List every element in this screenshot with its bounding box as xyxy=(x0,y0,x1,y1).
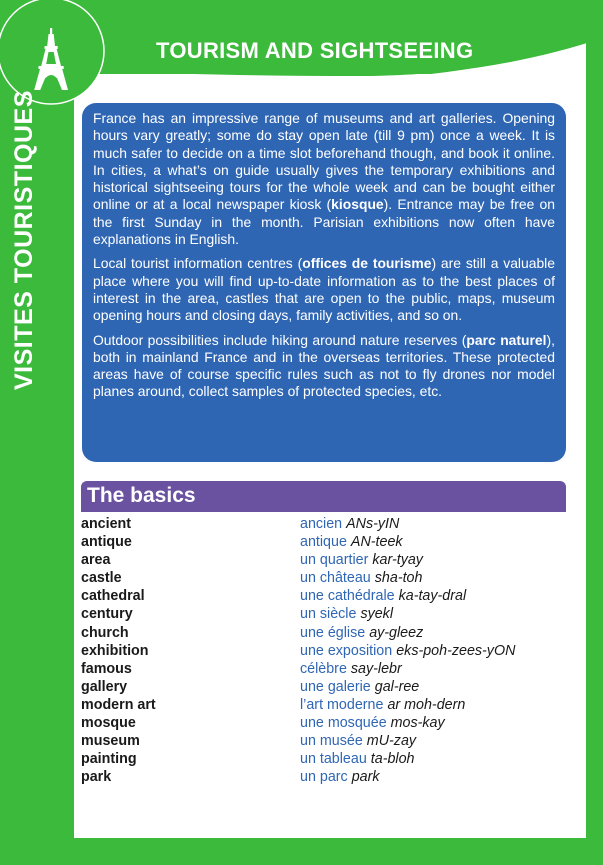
vocab-row xyxy=(81,533,561,551)
vocab-english: century xyxy=(81,606,133,623)
vocab-french: un siècle xyxy=(300,606,357,623)
vocab-translation xyxy=(300,642,515,660)
vocab-pronunciation: eks-poh-zees-yON xyxy=(396,642,516,659)
vocab-row xyxy=(81,678,561,696)
vocab-translation xyxy=(300,605,393,623)
vocab-pronunciation: ay-gleez xyxy=(369,624,424,641)
vocab-english: cathedral xyxy=(81,588,145,605)
vocab-translation xyxy=(300,533,403,551)
vocab-pronunciation: ar moh-dern xyxy=(387,696,466,713)
vocab-french: une exposition xyxy=(300,642,393,659)
paragraph-text: Outdoor possibilities include hiking around nature reserves ( xyxy=(93,331,467,348)
vocab-french: un tableau xyxy=(300,751,367,768)
vocab-pronunciation: mos-kay xyxy=(390,715,445,732)
vocab-row xyxy=(81,624,561,642)
vocab-pronunciation: gal-ree xyxy=(374,678,420,695)
vocab-pronunciation: park xyxy=(351,769,380,786)
vocab-french: un musée xyxy=(300,733,363,750)
vocab-row xyxy=(81,587,561,605)
vocab-translation xyxy=(300,678,419,696)
vocab-french: une mosquée xyxy=(300,715,387,732)
vocab-english: museum xyxy=(81,733,140,750)
vocab-row xyxy=(81,768,561,786)
vocab-english: mosque xyxy=(81,715,136,732)
vocab-french: l’art moderne xyxy=(300,696,384,713)
vocab-french: ancien xyxy=(300,516,343,532)
vocab-pronunciation: AN-teek xyxy=(350,534,403,551)
vocab-english: area xyxy=(81,552,111,569)
bold-term: parc naturel xyxy=(466,331,547,348)
vocab-pronunciation: ANs-yIN xyxy=(346,516,400,532)
vocab-row xyxy=(81,732,561,750)
info-paragraph-3 xyxy=(93,332,555,401)
paragraph-text: ) are still a valuable place where you will find up-to-date information as to the best places of interest in the area, castles that are open to the public, maps, museum opening hours and closing days, family activities, and so on. xyxy=(93,255,555,324)
vocab-translation xyxy=(300,750,415,768)
vocab-french: un parc xyxy=(300,769,348,786)
vocab-pronunciation: sha-toh xyxy=(374,570,423,587)
bold-term: offices de tourisme xyxy=(302,255,432,272)
vocab-row xyxy=(81,605,561,623)
vocab-english: antique xyxy=(81,534,132,551)
info-paragraph-1 xyxy=(93,110,555,248)
paragraph-text: France has an impressive range of museums and art galleries. Opening hours vary greatly; some do stay open late (till 9 pm) once a week. It is much safer to decide on a time slot beforehand though, and book it online. In cities, a what’s on guide usually gives the temporary exhibitions and historical sightseeing tours for the whole week and can be bought either online or at a local newspaper kiosk ( xyxy=(93,110,555,213)
vocab-translation xyxy=(300,714,445,732)
vocab-pronunciation: say-lebr xyxy=(350,660,402,677)
vocab-row xyxy=(81,569,561,587)
section-heading-basics: The basics xyxy=(81,481,566,512)
vocab-translation xyxy=(300,515,399,533)
vocab-row xyxy=(81,714,561,732)
vocab-translation xyxy=(300,569,422,587)
vocab-pronunciation: ka-tay-dral xyxy=(398,588,467,605)
paragraph-text: ), both in mainland France and in the overseas territories. These protected areas have of course specific rules such as not to fly drones nor model planes around, collect samples of protected species, etc. xyxy=(93,331,555,400)
page-number: 82 xyxy=(83,813,98,828)
vocab-english: church xyxy=(81,624,129,641)
vocab-row xyxy=(81,642,561,660)
info-box xyxy=(82,103,566,462)
vocab-french: une cathédrale xyxy=(300,588,395,605)
vocab-french: une galerie xyxy=(300,678,371,695)
vocab-translation xyxy=(300,696,465,714)
vocab-french: une église xyxy=(300,624,366,641)
vocab-pronunciation: syekl xyxy=(360,606,394,623)
info-paragraph-2 xyxy=(93,255,555,324)
vocab-row xyxy=(81,660,561,678)
vocab-translation xyxy=(300,624,423,642)
vocab-english: gallery xyxy=(81,678,128,695)
vocab-translation xyxy=(300,587,466,605)
vocab-pronunciation: ta-bloh xyxy=(370,751,415,768)
vocab-translation xyxy=(300,551,423,569)
vocab-translation xyxy=(300,732,416,750)
vocab-french: un château xyxy=(300,570,371,587)
bold-term: kiosque xyxy=(331,196,384,213)
vocabulary-list xyxy=(81,515,561,786)
vocab-row xyxy=(81,551,561,569)
vocab-english: park xyxy=(81,769,112,786)
vocab-row xyxy=(81,515,561,533)
vocab-translation xyxy=(300,660,402,678)
paragraph-text: Local tourist information centres ( xyxy=(93,255,303,272)
vocab-french: antique xyxy=(300,534,347,551)
paragraph-text: ). Entrance may be free on the first Sunday in the month. Parisian exhibitions now often have explanations in English. xyxy=(93,196,555,248)
vocab-english: exhibition xyxy=(81,642,149,659)
vocab-row xyxy=(81,750,561,768)
vocab-french: célèbre xyxy=(300,660,347,677)
page-title: TOURISM AND SIGHTSEEING xyxy=(156,38,474,63)
vocab-translation xyxy=(300,768,380,786)
vocab-english: famous xyxy=(81,660,132,677)
vocab-english: modern art xyxy=(81,696,156,713)
side-section-title: VISITES TOURISTIQUES xyxy=(10,90,38,390)
vocab-french: un quartier xyxy=(300,552,369,569)
vocab-english: castle xyxy=(81,570,122,587)
vocab-pronunciation: mU-zay xyxy=(366,733,417,750)
vocab-english: ancient xyxy=(81,516,132,532)
vocab-pronunciation: kar-tyay xyxy=(372,552,423,569)
vocab-english: painting xyxy=(81,751,137,768)
vocab-row xyxy=(81,696,561,714)
